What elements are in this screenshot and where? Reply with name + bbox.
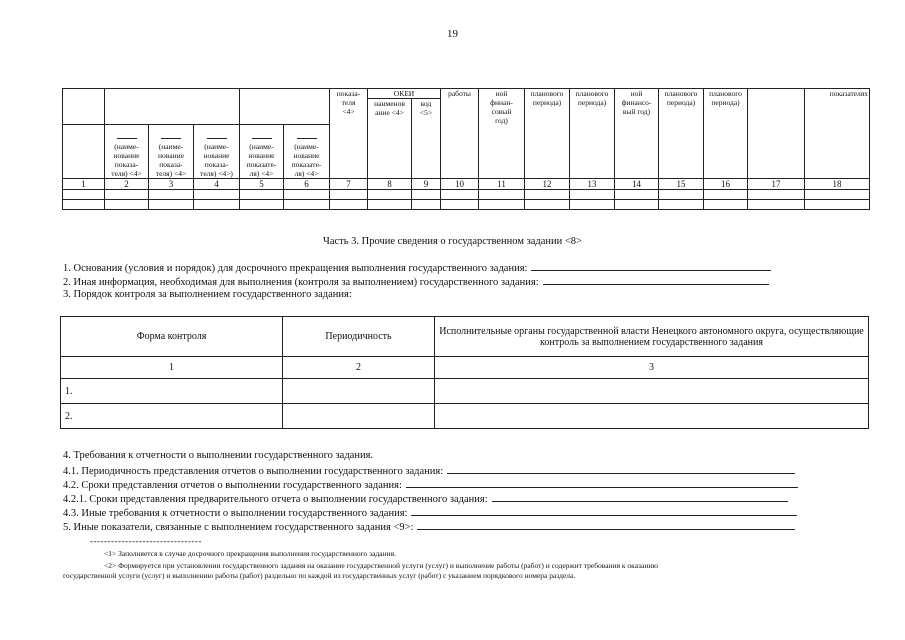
table-row [61,404,869,429]
column-number: 15 [659,179,704,190]
item-1 [63,261,771,274]
column-number: 5 [240,179,284,190]
column-number: 8 [368,179,412,190]
reporting-4 [63,450,373,461]
footnote-2-continued: государственной услуги (услуг) и выполнению работы (работ) раздельно по каждой из государственных услуг (работ) с указанием порядкового номера раздела. [63,571,576,580]
header-plan-period: планового периода) [525,89,570,179]
column-number: 3 [435,357,869,379]
reporting-4-2-label: 4.2. Сроки представления отчетов о выполнении государственного задания: [63,480,402,491]
header-works: работы [441,89,479,179]
fill-line [417,520,795,530]
reporting-4-1 [63,464,795,477]
item-2 [63,275,769,288]
column-number: 14 [615,179,659,190]
fill-line [531,261,771,271]
column-number: 3 [149,179,194,190]
header-control-form: Форма контроля [61,317,283,357]
header-executive-bodies: Исполнительные органы государственной власти Ненецкого автономного округа, осуществляющие контроль за выполнением государственного задания [435,317,869,357]
column-number: 17 [748,179,805,190]
header-periodicity: Периодичность [283,317,435,357]
item-3 [63,289,352,300]
header-empty [748,89,805,179]
indicator-name-cell: (наиме- нование показа- теля) <4>) [194,125,240,179]
header-cell-empty [63,89,105,125]
fill-line [543,275,769,285]
column-number: 7 [330,179,368,190]
item-1-label: 1. Основания (условия и порядок) для досрочного прекращения выполнения государственного задания: [63,263,528,274]
header-cell-group [240,89,330,125]
column-number: 4 [194,179,240,190]
header-cell-empty [63,125,105,179]
column-number: 9 [412,179,441,190]
header-plan-period: планового периода) [570,89,615,179]
footnote-2: <2> Формируется при установлении государственного задания на оказание государственной услуги (услуг) и выполнение работы (работ) и содержит требования к оказанию [104,561,658,570]
column-number: 1 [63,179,105,190]
column-number: 18 [805,179,870,190]
column-number: 11 [479,179,525,190]
column-number: 16 [704,179,748,190]
column-number: 13 [570,179,615,190]
header-fin-year: ной финан- совый год) [479,89,525,179]
header-plan-period: планового периода) [704,89,748,179]
fill-line [492,492,788,502]
header-okei-name: наименов ание <4> [368,99,412,179]
control-table [60,316,869,429]
item-2-label: 2. Иная информация, необходимая для выполнения (контроля за выполнением) государственного задания: [63,277,539,288]
indicator-table [62,88,870,210]
fill-line [406,478,798,488]
header-fin-year: ной финансо- вый год) [615,89,659,179]
part3-title: Часть 3. Прочие сведения о государственном задании <8> [323,236,582,247]
footnote-separator: -------------------------------- [90,536,202,546]
item-3-label: 3. Порядок контроля за выполнением государственного задания: [63,289,352,300]
footnote-1: <1> Заполняется в случае досрочного прекращения выполнения государственного задания. [104,549,396,558]
column-number: 12 [525,179,570,190]
header-indicators: показателях [805,89,870,179]
reporting-4-1-label: 4.1. Периодичность представления отчетов о выполнении государственного задания: [63,466,444,477]
reporting-4-2 [63,478,798,491]
header-okei-code: код <5> [412,99,441,179]
indicator-name-cell: (наиме- нование показате- ля) <4> [240,125,284,179]
reporting-5-label: 5. Иные показатели, связанные с выполнением государственного задания <9>: [63,522,414,533]
reporting-4-2-1-label: 4.2.1. Сроки представления предварительного отчета о выполнении государственного задания: [63,494,488,505]
indicator-name-cell: (наиме- нование показате- ля) <4> [284,125,330,179]
header-plan-period: планового периода) [659,89,704,179]
table-row [63,200,870,210]
column-number: 2 [283,357,435,379]
fill-line [447,464,795,474]
row-number: 1. [61,379,283,404]
column-number: 1 [61,357,283,379]
page-number: 19 [447,28,458,40]
reporting-5 [63,520,795,533]
reporting-4-3-label: 4.3. Иные требования к отчетности о выполнении государственного задания: [63,508,408,519]
column-number: 10 [441,179,479,190]
reporting-4-3 [63,506,797,519]
header-okei: ОКЕИ [368,89,441,99]
table-row [61,379,869,404]
fill-line [411,506,797,516]
indicator-name-cell: (наиме- нование показа- теля) <4> [149,125,194,179]
reporting-4-2-1 [63,492,788,505]
header-indicator: показа- теля <4> [330,89,368,179]
table-row [63,190,870,200]
row-number: 2. [61,404,283,429]
indicator-name-cell: (наиме- нование показа- теля) <4> [105,125,149,179]
reporting-4-label: 4. Требования к отчетности о выполнении государственного задания. [63,450,374,461]
column-number: 6 [284,179,330,190]
column-number: 2 [105,179,149,190]
header-cell-group [105,89,240,125]
